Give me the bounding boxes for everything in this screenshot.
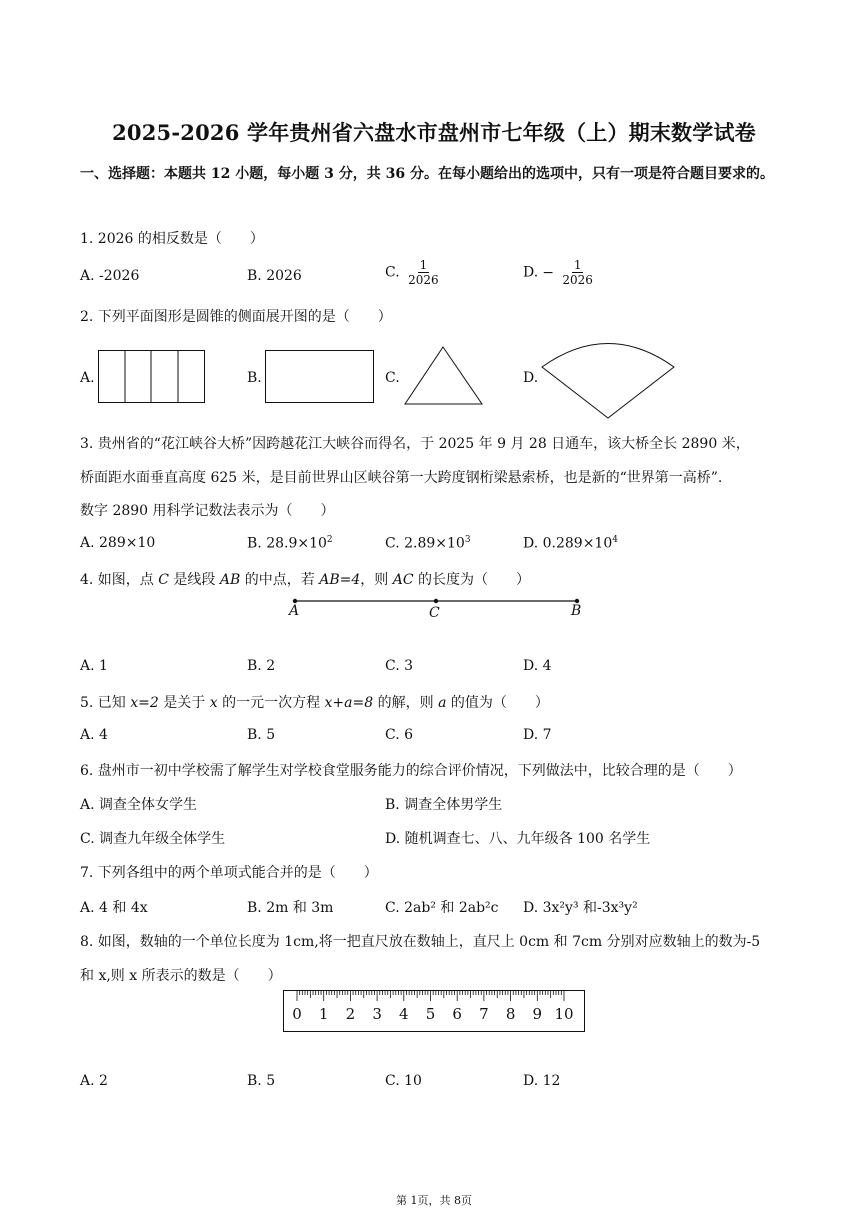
q7-option-a: A. 4 和 4x xyxy=(80,900,148,916)
q4-stem xyxy=(80,569,530,589)
q2-stem: 2. 下列平面图形是圆锥的侧面展开图的是（ ） xyxy=(80,309,392,325)
ruler-graphic xyxy=(283,990,585,1032)
q2-option-a: A. xyxy=(80,370,95,386)
point-b-label: B xyxy=(571,603,582,619)
q3-option-a: A. 289×10 xyxy=(80,535,156,551)
text: 是线段 xyxy=(168,572,220,588)
q5-stem xyxy=(80,692,549,712)
segment-name: AC xyxy=(392,572,414,588)
q6-stem: 6. 盘州市一初中学校需了解学生对学校食堂服务能力的综合评价情况，下列做法中，比较合理的是（ ） xyxy=(80,763,742,779)
q3-option-d-base: D. 0.289×10 xyxy=(523,535,613,552)
ruler-label: 2 xyxy=(345,1005,356,1023)
point-c-label: C xyxy=(429,605,440,621)
q1-option-c xyxy=(385,258,439,287)
q6-option-b: B. 调查全体男学生 xyxy=(385,797,503,813)
fraction-numerator: 1 xyxy=(419,258,428,272)
ruler-label: 0 xyxy=(292,1005,302,1023)
ruler-label: 8 xyxy=(505,1005,516,1023)
q7-stem: 7. 下列各组中的两个单项式能合并的是（ ） xyxy=(80,865,378,881)
point-a-label: A xyxy=(289,603,300,619)
q1-option-a: A. -2026 xyxy=(80,268,140,284)
q5-option-c: C. 6 xyxy=(385,727,414,743)
q1-stem: 1. 2026 的相反数是（ ） xyxy=(80,231,264,247)
q4-option-b: B. 2 xyxy=(247,658,276,674)
q5-option-a: A. 4 xyxy=(80,727,108,743)
fraction-denominator: 2026 xyxy=(408,273,439,287)
ruler-label: 6 xyxy=(452,1005,462,1023)
ruler-label: 1 xyxy=(318,1005,329,1023)
q8-option-c: C. 10 xyxy=(385,1073,422,1089)
exponent: 2 xyxy=(326,535,333,545)
section-heading: 一、选择题：本题共 12 小题，每小题 3 分，共 36 分。在每小题给出的选项中，只有一项是符合题目要求的。 xyxy=(80,166,774,182)
rectangle-figure xyxy=(265,350,375,404)
q1-option-b: B. 2026 xyxy=(247,268,302,284)
text: 的中点，若 xyxy=(240,572,320,588)
text: ，则 xyxy=(360,572,393,588)
text: 的解，则 xyxy=(373,695,439,711)
triangle-figure xyxy=(404,346,484,406)
q5-option-b: B. 5 xyxy=(247,727,276,743)
q2-option-b: B. xyxy=(247,370,262,386)
q5-option-d: D. 7 xyxy=(523,727,552,743)
q4-option-c: C. 3 xyxy=(385,658,414,674)
q1-option-c-fraction xyxy=(408,258,439,287)
q3-line1: 3. 贵州省的“花江峡谷大桥”因跨越花江大峡谷而得名，于 2025 年 9 月 28 日通车，该大桥全长 2890 米， xyxy=(80,436,750,452)
q4-option-d: D. 4 xyxy=(523,658,552,674)
exponent: 3 xyxy=(464,535,471,545)
fraction-numerator: 1 xyxy=(573,258,582,272)
q8-option-d: D. 12 xyxy=(523,1073,561,1089)
q6-option-a: A. 调查全体女学生 xyxy=(80,797,198,813)
segment-name: AB xyxy=(219,572,241,588)
ruler-label: 3 xyxy=(372,1005,382,1023)
text: 5. 已知 xyxy=(80,695,131,711)
q6-option-c: C. 调查九年级全体学生 xyxy=(80,831,226,847)
q3-option-b xyxy=(247,535,333,552)
q3-option-d xyxy=(523,535,618,552)
q8-line1: 8. 如图，数轴的一个单位长度为 1cm,将一把直尺放在数轴上，直尺上 0cm 和 7cm 分别对应数轴上的数为-5 xyxy=(80,934,761,950)
q3-option-c-base: C. 2.89×10 xyxy=(385,535,465,552)
q3-option-b-base: B. 28.9×10 xyxy=(247,535,327,552)
four-panel-rectangle-figure xyxy=(98,350,206,404)
q1-option-c-label: C. xyxy=(385,264,400,281)
q1-option-d xyxy=(523,258,593,287)
ruler-label: 10 xyxy=(554,1005,574,1023)
q7-option-d: D. 3x²y³ 和-3x³y² xyxy=(523,900,638,916)
q6-option-d: D. 随机调查七、八、九年级各 100 名学生 xyxy=(385,831,651,847)
ruler-label: 5 xyxy=(425,1005,436,1023)
q3-option-c xyxy=(385,535,471,552)
exponent: 4 xyxy=(612,535,618,545)
q8-line2: 和 x,则 x 所表示的数是（ ） xyxy=(80,968,282,984)
q4-option-a: A. 1 xyxy=(80,658,108,674)
q1-option-d-fraction xyxy=(562,258,593,287)
equation: x+a=8 xyxy=(324,695,374,711)
text: 的长度为（ ） xyxy=(413,572,530,588)
equation: x=2 xyxy=(130,695,159,711)
ruler-label: 4 xyxy=(399,1005,409,1023)
ruler-label: 7 xyxy=(479,1005,489,1023)
q2-option-d: D. xyxy=(523,370,539,386)
point-name: C xyxy=(158,572,169,588)
q8-option-a: A. 2 xyxy=(80,1073,108,1089)
q7-option-b: B. 2m 和 3m xyxy=(247,900,334,916)
variable: a xyxy=(438,695,447,711)
q8-option-b: B. 5 xyxy=(247,1073,276,1089)
text: 4. 如图，点 xyxy=(80,572,159,588)
q2-option-c: C. xyxy=(385,370,400,386)
equation: AB=4 xyxy=(319,572,361,588)
ruler-figure xyxy=(283,990,585,1032)
q3-line2: 桥面距水面垂直高度 625 米，是目前世界山区峡谷第一大跨度钢桁梁悬索桥，也是新的“世界第一高桥”. xyxy=(80,470,723,486)
q1-option-d-label: D. xyxy=(523,264,539,281)
sector-figure xyxy=(541,334,675,420)
text: 是关于 xyxy=(158,695,210,711)
text: 的值为（ ） xyxy=(446,695,549,711)
variable: x xyxy=(209,695,218,711)
q3-line3: 数字 2890 用科学记数法表示为（ ） xyxy=(80,503,335,519)
page-footer: 第 1页，共 8页 xyxy=(396,1194,472,1207)
q7-option-c: C. 2ab² 和 2ab²c xyxy=(385,900,499,916)
minus-sign: − xyxy=(542,264,554,281)
page-title: 2025-2026 学年贵州省六盘水市盘州市七年级（上）期末数学试卷 xyxy=(112,120,756,145)
fraction-denominator: 2026 xyxy=(562,273,593,287)
ruler-label: 9 xyxy=(532,1005,543,1023)
text: 的一元一次方程 xyxy=(217,695,325,711)
